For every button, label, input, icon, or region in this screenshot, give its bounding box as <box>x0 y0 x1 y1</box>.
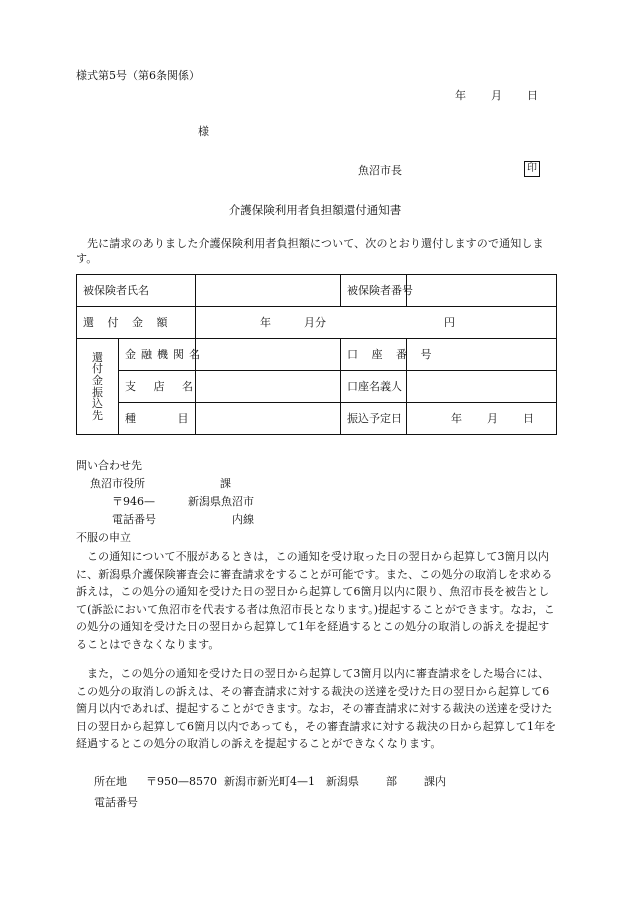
contact-office-row <box>76 476 556 494</box>
issuer-name: 魚沼市長 <box>358 164 402 177</box>
branch-label: 支 店 名 <box>119 371 196 403</box>
table-row <box>77 371 557 403</box>
seal-mark: 印 <box>524 161 540 177</box>
footer-section: 課内 <box>424 775 446 788</box>
table-row <box>77 339 557 371</box>
footer-prefecture: 新潟県 <box>326 775 359 788</box>
footer-location-label: 所在地 <box>94 775 127 788</box>
table-row <box>77 275 557 307</box>
transfer-date-value <box>407 403 557 435</box>
issue-date-month: 月 <box>491 89 502 102</box>
contact-heading: 問い合わせ先 <box>76 459 142 472</box>
contact-address-row <box>76 494 556 512</box>
footer-phone-label: 電話番号 <box>94 796 138 809</box>
transfer-date-day: 日 <box>523 411 534 425</box>
objection-paragraph-2: また，この処分の通知を受けた日の翌日から起算して3箇月以内に審査請求をした場合には、この処分の取消しの訴えは、その審査請求に対する裁決の送達を受けた日の翌日から起算して6箇月以内であれば、提起することができます。なお，その審査請求に対する裁決の送達を受けた日の翌日から起算して6箇月以内であっても，その審査請求に対する裁決の日から起算して1年を経過するとこの処分の取消しの訴えを提起することができなくなります。 <box>76 667 557 751</box>
footer-address: 新潟市新光町4—1 <box>224 775 315 788</box>
amount-year: 年 <box>260 315 271 329</box>
insured-name-value <box>196 275 341 307</box>
document-title: 介護保険利用者負担額還付通知書 <box>228 203 402 217</box>
contact-phone-row <box>76 512 556 530</box>
insured-number-label: 被保険者番号 <box>341 275 407 307</box>
footer-department: 部 <box>386 775 397 788</box>
issue-date-day: 日 <box>527 89 538 102</box>
transfer-date-month: 月 <box>487 411 498 425</box>
contact-section <box>76 458 556 530</box>
refund-amount-label: 還 付 金 額 <box>77 307 196 339</box>
contact-phone-label: 電話番号 <box>112 513 156 526</box>
transfer-date-label: 振込予定日 <box>341 403 407 435</box>
contact-extension: 内線 <box>232 513 254 526</box>
contact-office: 魚沼市役所 <box>90 477 145 490</box>
form-number: 様式第5号（第6条関係） <box>76 69 200 82</box>
insured-number-value <box>407 275 557 307</box>
intro-text: 先に請求のありました介護保険利用者負担額について、次のとおり還付しますので通知します。 <box>76 237 544 266</box>
footer-address-row <box>94 774 446 789</box>
account-type-label: 種 目 <box>119 403 196 435</box>
refund-table <box>76 274 557 435</box>
transfer-date-year: 年 <box>451 411 462 425</box>
contact-section-name: 課 <box>220 477 231 490</box>
contact-postal: 〒946— <box>112 495 155 508</box>
table-row <box>77 307 557 339</box>
branch-value <box>196 371 341 403</box>
objection-paragraph-1: この通知について不服があるときは，この通知を受け取った日の翌日から起算して3箇月以内に、新潟県介護保険審査会に審査請求をすることが可能です。また、この処分の取消しを求める訴えは，この処分の通知を受けた日の翌日から起算して6箇月以内に限り、魚沼市長を被告として(訴訟において魚沼市を代表する者は魚沼市長となります。)提起することができます。なお，この処分の通知を受けた日の翌日から起算して1年を経過するとこの処分の取消しの訴えを提起することはできなくなります。 <box>76 550 555 651</box>
bank-name-value <box>196 339 341 371</box>
bank-name-label: 金融機関名 <box>119 339 196 371</box>
account-number-label: 口 座 番 号 <box>341 339 407 371</box>
table-row <box>77 403 557 435</box>
account-holder-value <box>407 371 557 403</box>
amount-month: 月分 <box>304 315 326 329</box>
issue-date <box>455 88 538 103</box>
footer-postal: 〒950—8570 <box>146 775 217 788</box>
transfer-destination-label: 還付金振込先 <box>77 339 119 435</box>
amount-yen: 円 <box>444 315 455 329</box>
refund-amount-value <box>196 307 557 339</box>
contact-address: 新潟県魚沼市 <box>188 495 254 508</box>
account-holder-label: 口座名義人 <box>341 371 407 403</box>
addressee-honorific: 様 <box>198 125 209 138</box>
account-type-value <box>196 403 341 435</box>
objection-heading: 不服の申立 <box>76 531 131 544</box>
insured-name-label: 被保険者氏名 <box>77 275 196 307</box>
issue-date-year: 年 <box>455 89 466 102</box>
